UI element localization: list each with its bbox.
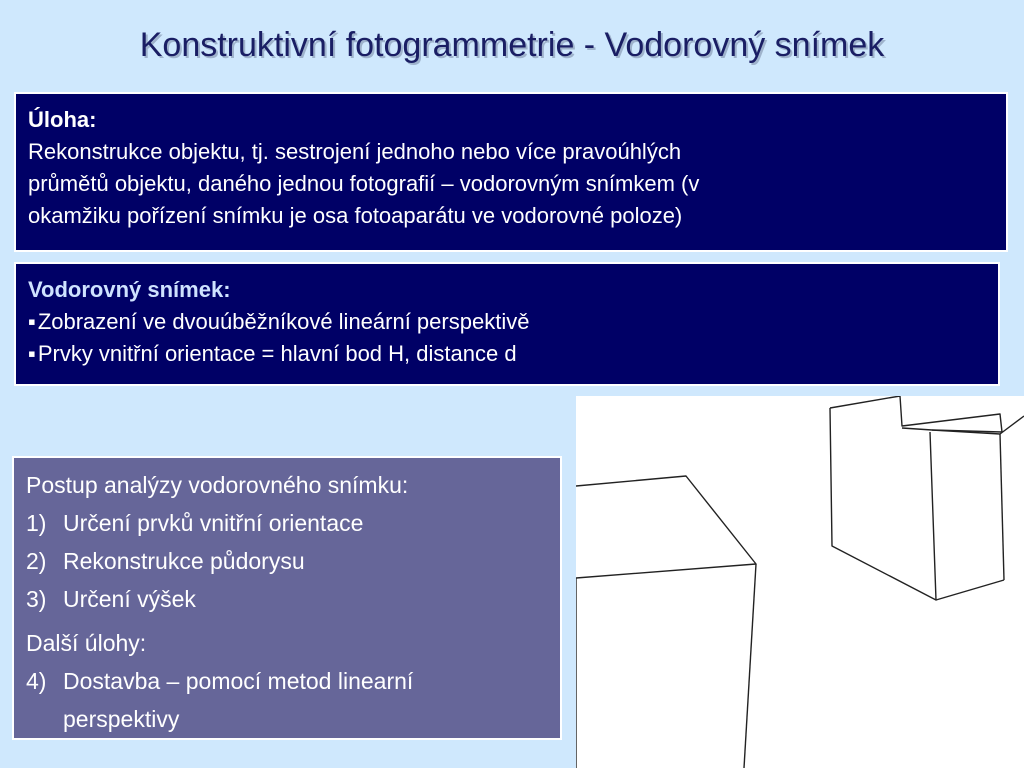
right-block-edge [1000,434,1004,580]
step-text: Určení výšek [63,586,196,612]
task-line: průmětů objektu, daného jednou fotografií – vodorovným snímkem (v [28,171,700,196]
building-perspective-sketch [576,396,1024,768]
step-text: Rekonstrukce půdorysu [63,548,305,574]
step-text: Dostavba – pomocí metod linearní [63,668,414,694]
task-box [14,92,1008,252]
procedure-box [12,456,562,740]
bullet-item: ▪ Zobrazení ve dvouúběžníkové lineární perspektivě [28,306,986,338]
right-block-outline [830,408,936,600]
horizontal-image-heading: Vodorovný snímek: [28,277,231,302]
left-block-edge [744,564,756,768]
further-tasks-heading: Další úlohy: [26,630,147,656]
perspective-drawing [576,396,1024,768]
right-block-bottom [936,580,1004,600]
horizontal-image-box [14,262,1000,386]
right-block-roof [830,396,1002,432]
procedure-step [26,504,548,542]
procedure-step [26,542,548,580]
procedure-step [26,700,548,738]
step-number [26,700,63,738]
task-heading: Úloha: [28,107,97,132]
task-line: Rekonstrukce objektu, tj. sestrojení jednoho nebo více pravoúhlých [28,139,682,164]
procedure-step [26,662,548,700]
step-text: Určení prvků vnitřní orientace [63,510,364,536]
step-number: 4) [26,668,47,694]
procedure-heading: Postup analýzy vodorovného snímku: [26,472,409,498]
step-number: 3) [26,586,47,612]
step-text: perspektivy [63,706,180,732]
task-line: okamžiku pořízení snímku je osa fotoaparátu ve vodorovné poloze) [28,203,683,228]
bullet-item: ▪ Prvky vnitřní orientace = hlavní bod H, distance d [28,338,986,370]
step-number: 1) [26,510,47,536]
step-number: 2) [26,548,47,574]
procedure-step [26,580,548,618]
left-block-outline [576,476,756,578]
slide-title: Konstruktivní fotogrammetrie - Vodorovný snímek [139,26,885,64]
